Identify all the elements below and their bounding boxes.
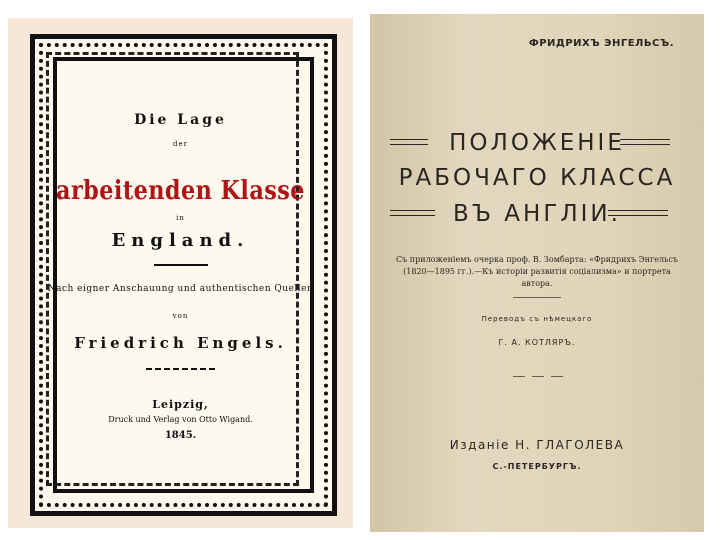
russian-cover-page — [370, 14, 704, 532]
cover-year: 1845. — [164, 430, 197, 441]
cover-title-in: in — [176, 214, 185, 222]
cover-author: Friedrich Engels. — [74, 334, 287, 352]
cover-subtitle: Nach eigner Anschauung und authentischen Quellen — [47, 284, 314, 294]
ornament-dash — [532, 376, 544, 377]
cover-place: Leipzig, — [152, 398, 209, 411]
ornament-dash — [551, 376, 563, 377]
cover-title-der: der — [173, 140, 188, 148]
divider-rule — [154, 264, 208, 266]
cover-title-line2: arbeitenden Klasse — [56, 176, 305, 206]
cover-edition: Изданіе Н. ГЛАГОЛЕВА — [449, 438, 625, 452]
ornament-dash — [513, 376, 525, 377]
cover-title-line3: England. — [111, 230, 250, 251]
cover-title-line1: Die Lage — [134, 112, 227, 128]
german-cover-page — [8, 18, 353, 528]
short-rule — [513, 297, 561, 298]
cover-title-ru-line2: РАБОЧАГО КЛАССА — [398, 165, 676, 191]
cover-author-ru: ФРИДРИХЪ ЭНГЕЛЬСЪ. — [528, 38, 674, 49]
cover-title-ru-line1: ПОЛОЖЕНІЕ — [449, 130, 625, 156]
cover-city: С.-ПЕТЕРБУРГЪ. — [492, 462, 582, 471]
cover-note: Съ приложеніемъ очерка проф. В. Зомбарта: «Фридрихъ Энгельсъ (1820—1895 гг.).—Къ исторіи развитія соціализма» и портрета автора. — [396, 255, 678, 288]
translator-name: Г. А. КОТЛЯРЪ. — [498, 338, 576, 347]
translated-by: Переводъ съ нѣмецкаго — [481, 315, 593, 323]
cover-publisher: Druck und Verlag von Otto Wigand. — [108, 415, 253, 424]
dashed-rule — [146, 368, 216, 370]
cover-by: von — [172, 312, 189, 320]
cover-title-ru-line3: ВЪ АНГЛІИ. — [453, 201, 621, 227]
